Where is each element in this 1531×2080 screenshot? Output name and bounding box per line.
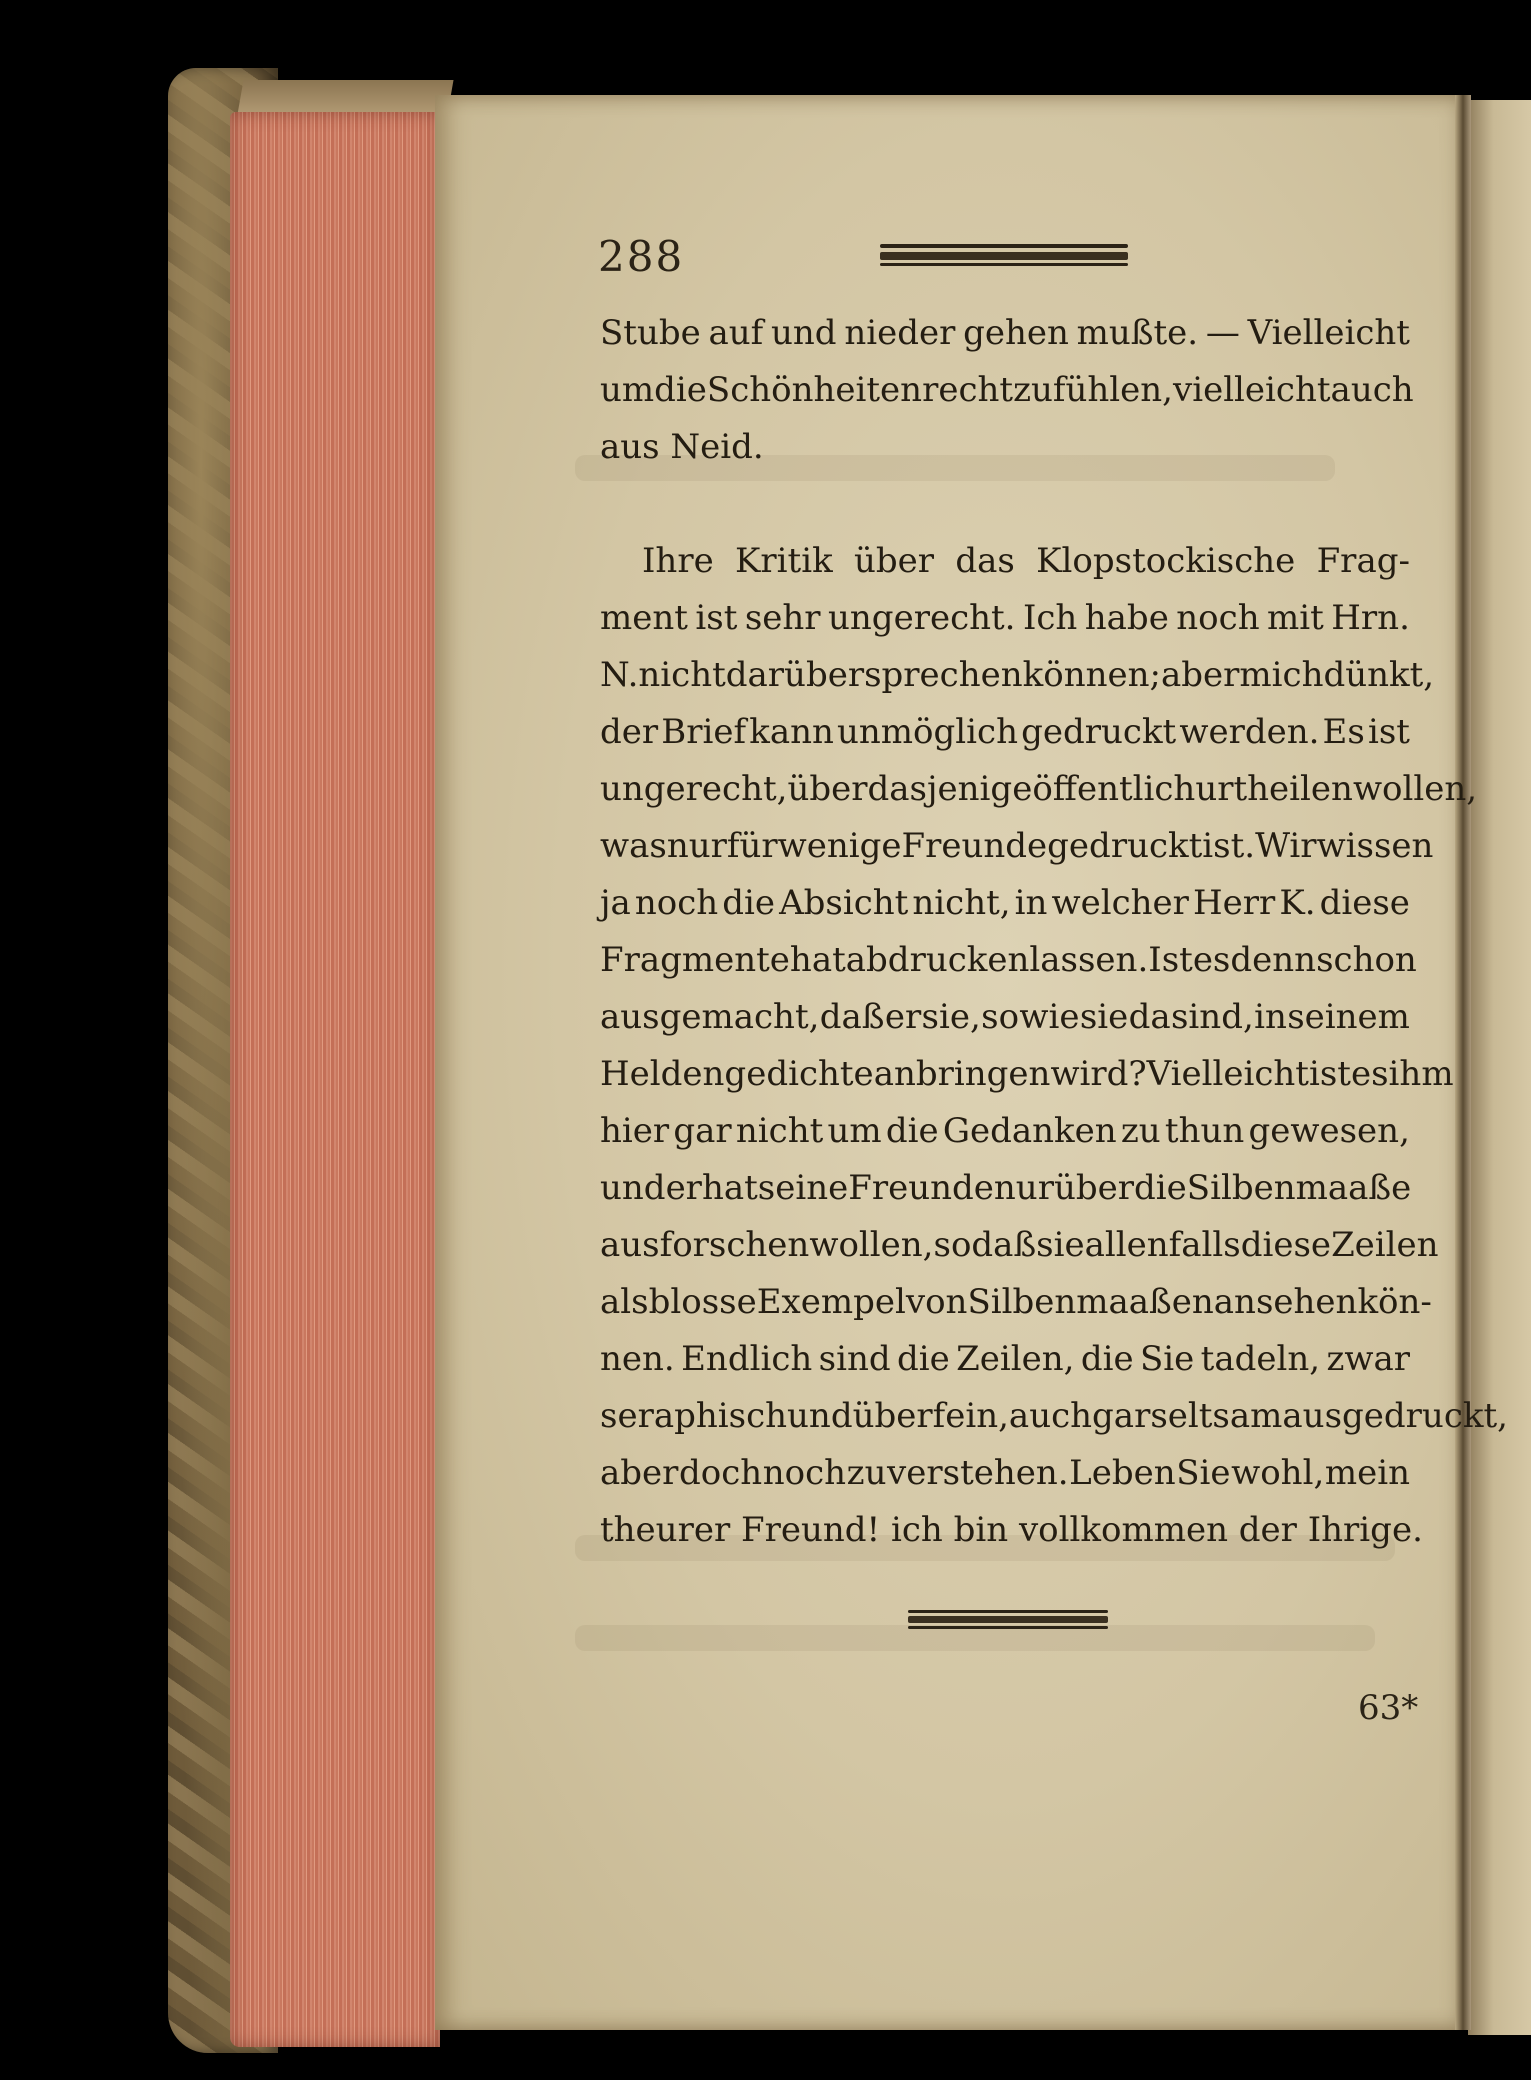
text-line: Stube auf und nieder gehen mußte. — Vielleicht: [600, 313, 1410, 353]
text-line: um die Schönheiten recht zu fühlen, vielleicht auch: [600, 370, 1414, 410]
text-line: Heldengedichte anbringen wird? Vielleicht ist es ihm: [600, 1054, 1454, 1094]
text-line: der Brief kann unmöglich gedruckt werden. Es ist: [600, 712, 1410, 752]
text-line: ungerecht, über dasjenige öffentlich urtheilen wollen,: [600, 769, 1478, 809]
text-line: ja noch die Absicht nicht, in welcher Herr K. diese: [600, 883, 1410, 923]
header-rule: [880, 263, 1128, 266]
end-rule: [908, 1610, 1108, 1613]
text-line: Ihre Kritik über das Klopstockische Frag-: [642, 541, 1410, 581]
facing-page: [1468, 100, 1531, 2035]
text-line: aber doch noch zu verstehen. Leben Sie wohl, mein: [600, 1453, 1410, 1493]
text-line: ausgemacht, daß er sie, so wie sie da sind, in seinem: [600, 997, 1410, 1037]
page-edges: [230, 112, 440, 2047]
text-line: nen. Endlich sind die Zeilen, die Sie tadeln, zwar: [600, 1339, 1410, 1379]
page-number: 288: [598, 232, 685, 281]
end-rule: [908, 1626, 1108, 1629]
letter-text: [600, 305, 1508, 1559]
text-line: hier gar nicht um die Gedanken zu thun gewesen,: [600, 1111, 1410, 1151]
page-gutter: [1455, 95, 1471, 2030]
text-line: als blosse Exempel von Silbenmaaßen ansehen kön-: [600, 1282, 1432, 1322]
text-line: Fragmente hat abdrucken lassen. Ist es denn schon: [600, 940, 1417, 980]
text-line: ment ist sehr ungerecht. Ich habe noch mit Hrn.: [600, 598, 1410, 638]
paragraph-break: [600, 476, 1410, 533]
signature-mark: 63*: [1358, 1688, 1419, 1728]
header-rule: [880, 244, 1128, 248]
text-line: seraphisch und überfein, auch gar seltsam ausgedruckt,: [600, 1396, 1508, 1436]
end-rule: [908, 1616, 1108, 1623]
text-line: aus Neid.: [600, 427, 764, 467]
text-line: theurer Freund! ich bin vollkommen der Ihrige.: [600, 1510, 1423, 1550]
header-rule: [880, 252, 1128, 260]
text-line: was nur für wenige Freunde gedruckt ist. Wir wissen: [600, 826, 1434, 866]
text-line: ausforschen wollen, so daß sie allenfalls diese Zeilen: [600, 1225, 1439, 1265]
text-line: und er hat seine Freunde nur über die Silbenmaaße: [600, 1168, 1412, 1208]
text-line: N. nicht darüber sprechen können; aber mich dünkt,: [600, 655, 1435, 695]
